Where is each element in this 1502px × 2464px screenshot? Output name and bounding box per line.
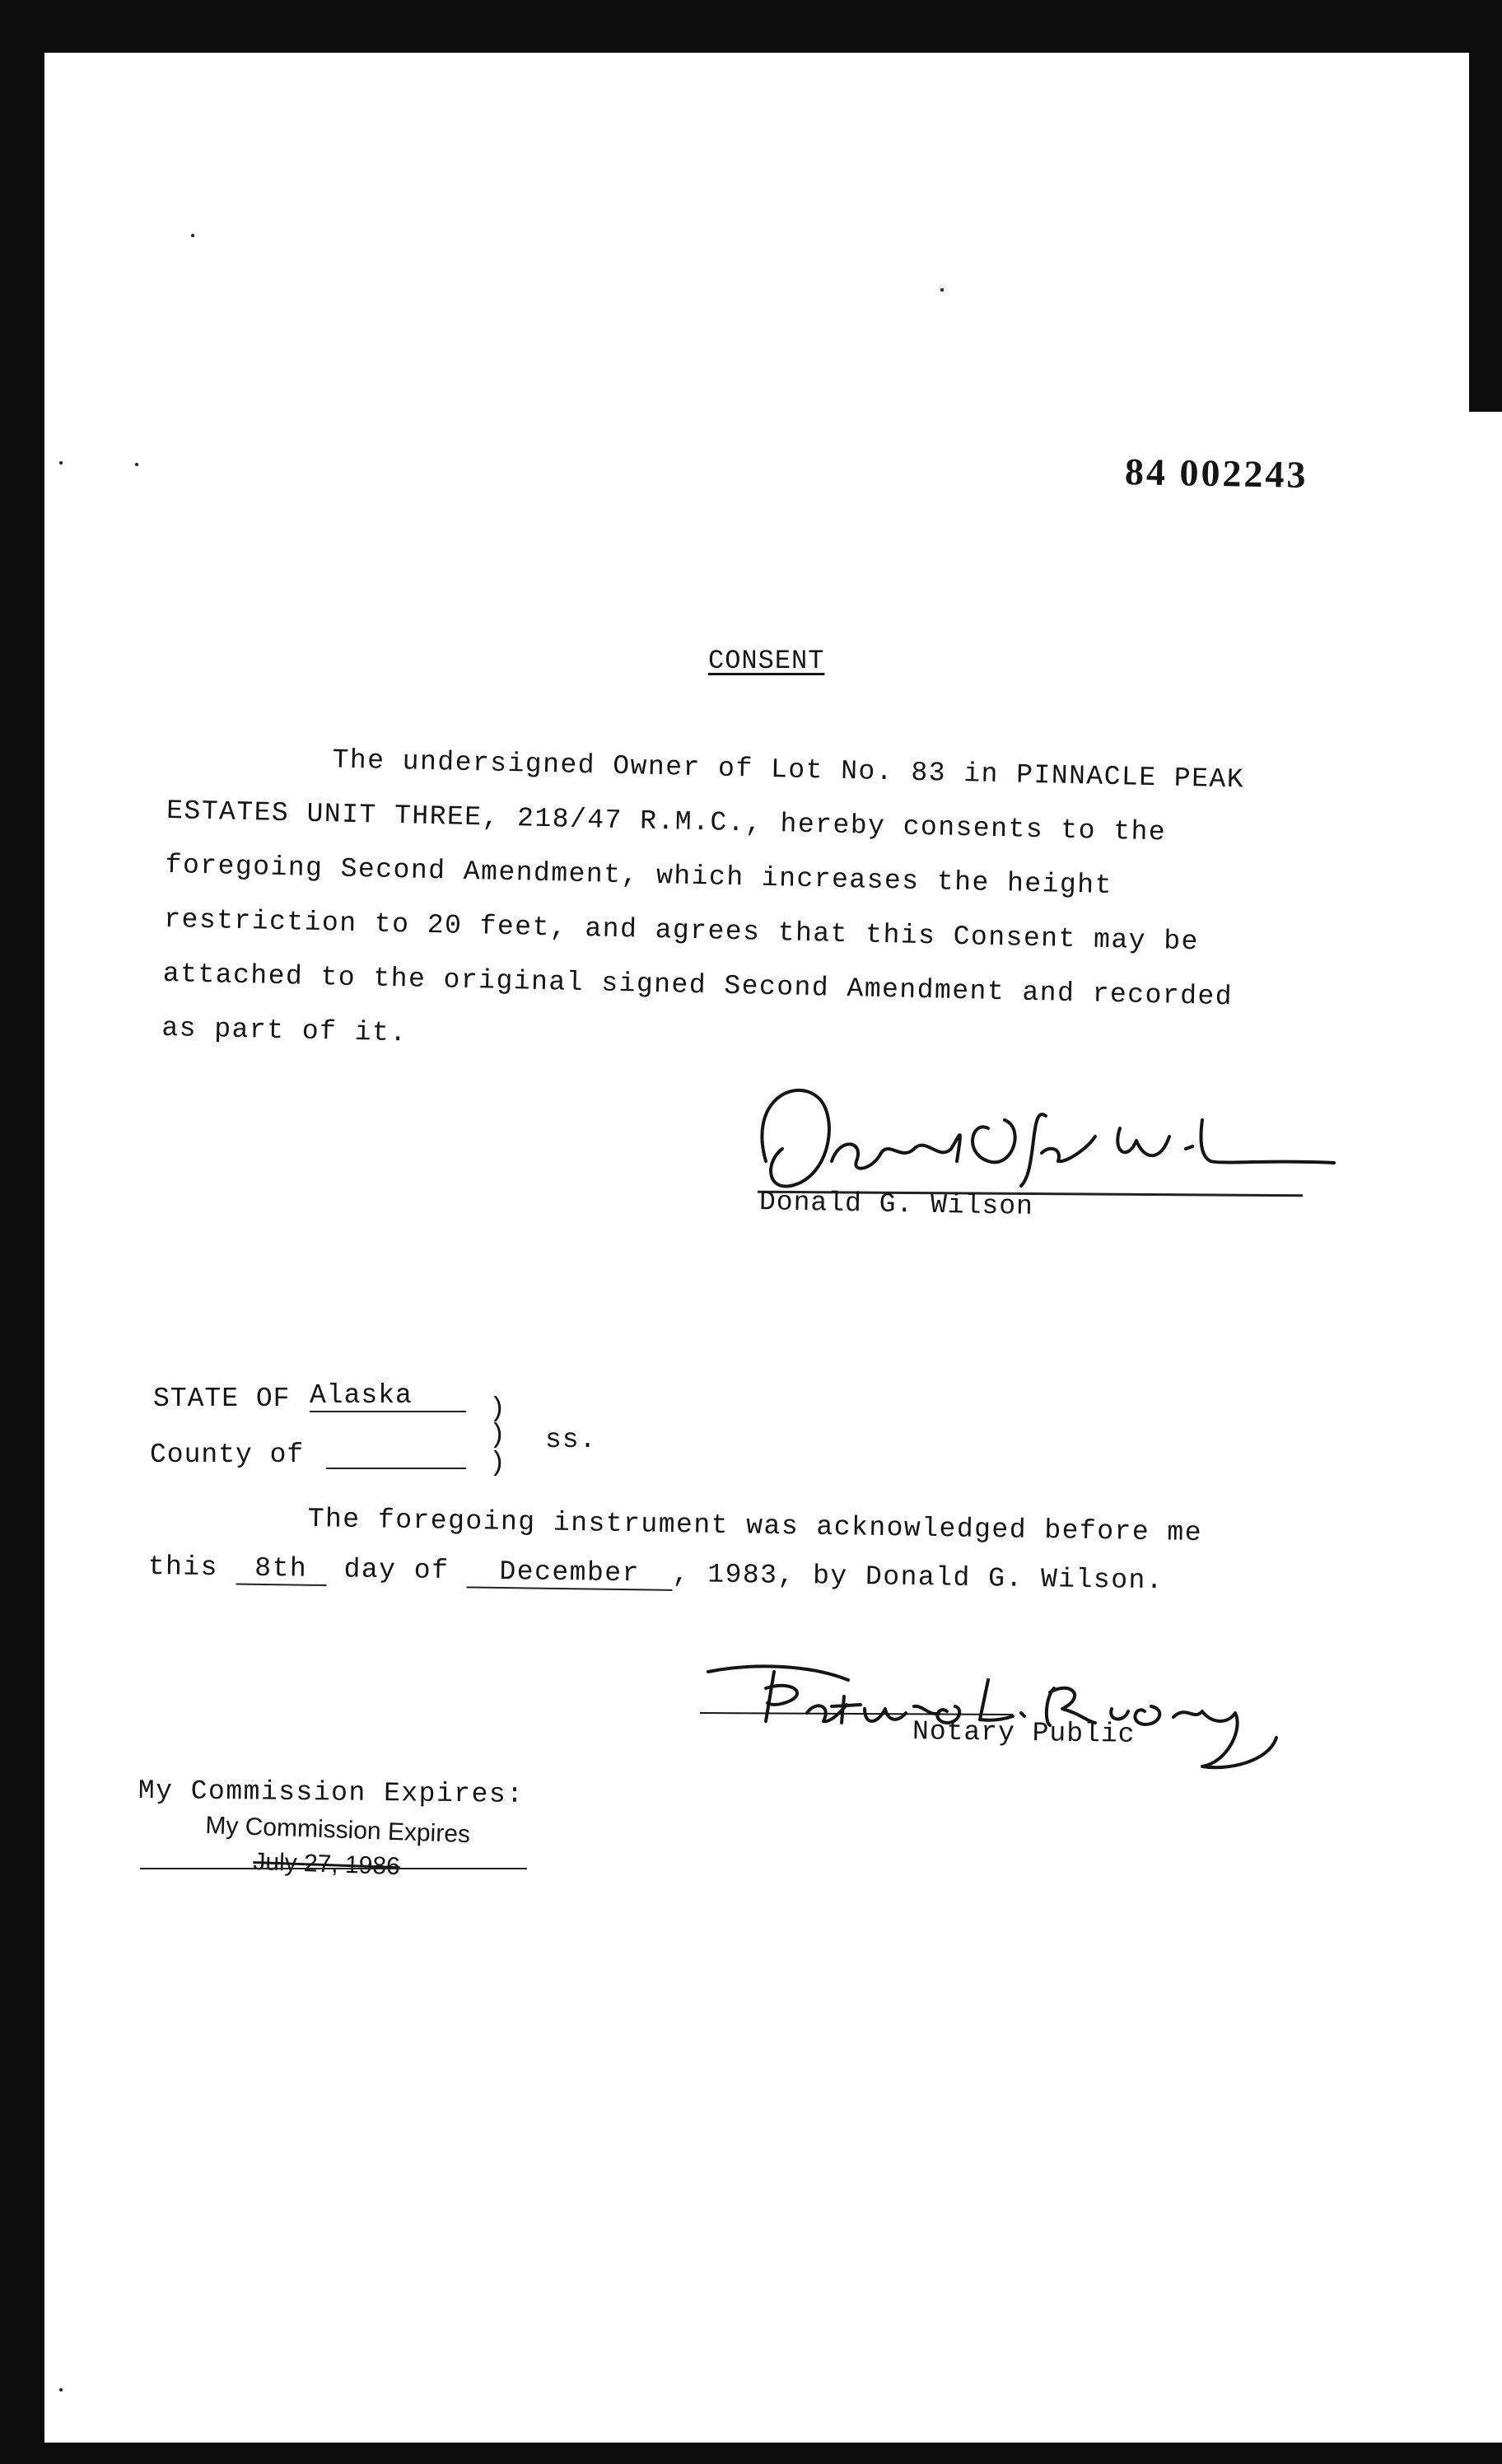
state-value-text: Alaska (310, 1380, 466, 1412)
body-line-1: The undersigned Owner of Lot No. 83 in PINNACLE PEAK (332, 744, 1245, 796)
paren-3: ) (489, 1448, 506, 1478)
commission-label: My Commission Expires: (138, 1776, 525, 1810)
scan-speck (59, 461, 63, 464)
body-line-2: ESTATES UNIT THREE, 218/47 R.M.C., hereby consents to the (166, 795, 1167, 848)
notary-title: Notary Public (912, 1716, 1136, 1750)
owner-signature (741, 1071, 1350, 1202)
scan-speck (135, 463, 138, 466)
owner-name: Donald G. Wilson (758, 1187, 1034, 1222)
scan-speck (940, 288, 944, 292)
commission-line (140, 1868, 527, 1869)
body-line-6: as part of it. (161, 1012, 408, 1049)
consent-paragraph (161, 741, 1271, 1049)
scan-border-left (0, 0, 44, 2464)
paper-edge-right (1469, 412, 1502, 2464)
county-value (326, 1440, 466, 1477)
body-line-5: attached to the original signed Second Amendment and recorded (162, 958, 1234, 1013)
county-label: County of (150, 1440, 305, 1470)
day-value: 8th (236, 1552, 327, 1586)
document-title: CONSENT (708, 646, 825, 676)
scan-speck (59, 2388, 63, 2392)
commission-stamp-date: July 27, 1986 (252, 1848, 401, 1881)
body-line-4: restriction to 20 feet, and agrees that this Consent may be (163, 903, 1200, 958)
file-number: 84 002243 (1124, 450, 1308, 496)
ack-tail: , 1983, by Donald G. Wilson. (672, 1558, 1164, 1597)
scan-speck (191, 234, 194, 237)
ack-line-2 (147, 1552, 1164, 1598)
this-label: this (147, 1552, 219, 1584)
body-line-3: foregoing Second Amendment, which increases the height (165, 849, 1113, 902)
day-of-label: day of (343, 1554, 450, 1587)
scan-border-bottom (0, 2443, 1502, 2464)
month-value: December (466, 1556, 673, 1590)
state-label: STATE OF (153, 1384, 291, 1414)
paren-1: ) (489, 1393, 506, 1424)
ss-label: ss. (545, 1425, 597, 1455)
ack-line-1: The foregoing instrument was acknowledged before me (307, 1504, 1203, 1549)
paren-2: ) (489, 1420, 506, 1450)
scan-border-top (0, 0, 1502, 53)
county-value-text (326, 1440, 466, 1469)
state-value (310, 1380, 466, 1412)
commission-stamp-label: My Commission Expires (204, 1812, 471, 1849)
